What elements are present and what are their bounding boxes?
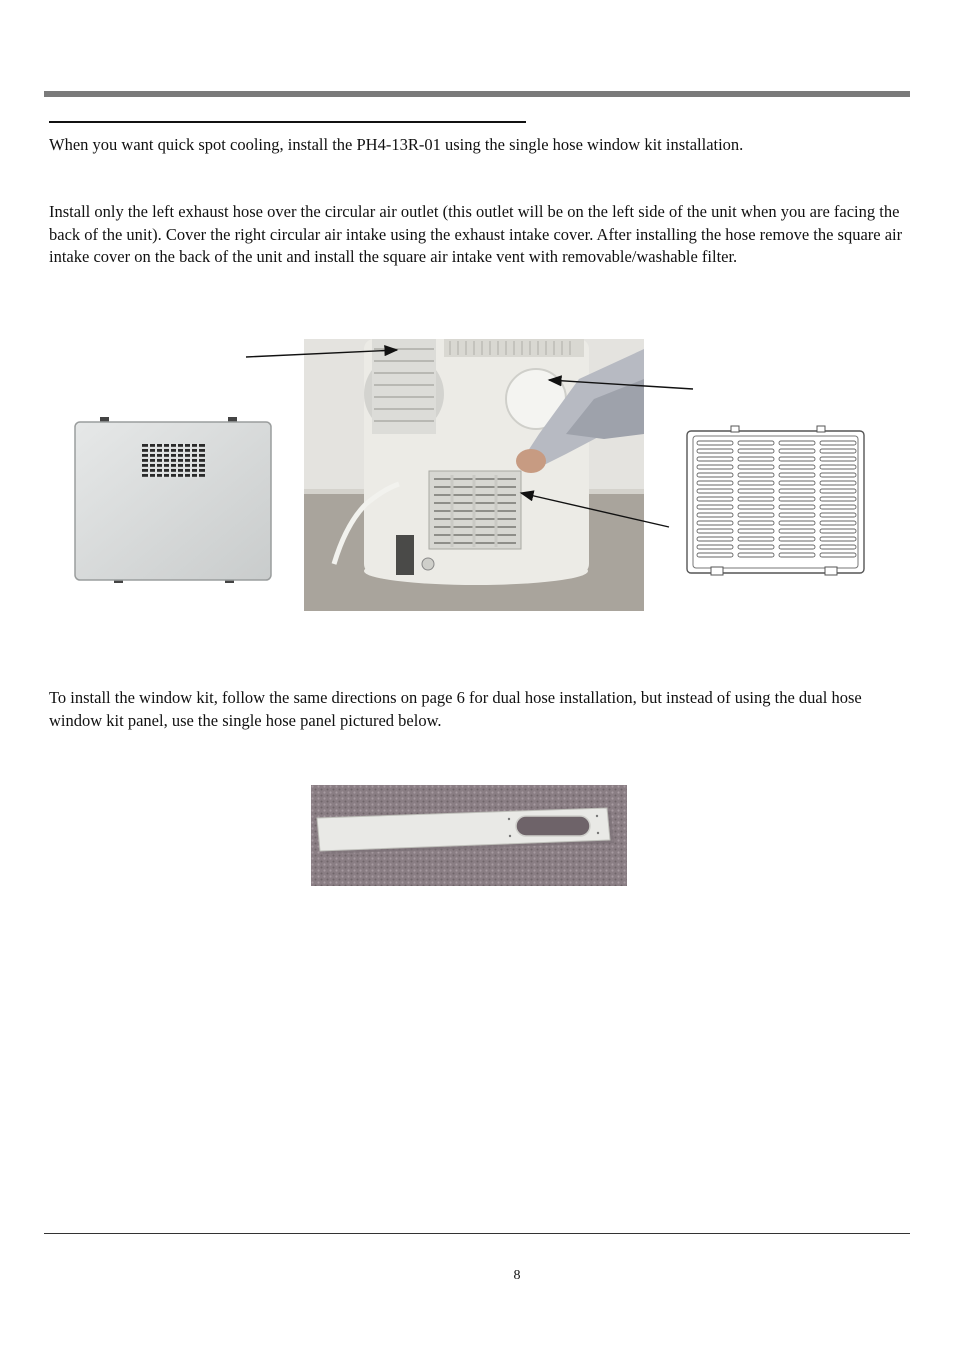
- page-number: 8: [513, 1268, 521, 1283]
- header-rule: [44, 91, 910, 97]
- square-air-intake-cover-image: [70, 413, 278, 588]
- window-kit-paragraph: To install the window kit, follow the same directions on page 6 for dual hose installation, but instead of using the dual hose window kit panel, use the single hose panel pictured below.: [49, 688, 862, 730]
- single-hose-window-panel-photo: [311, 785, 627, 886]
- intro-paragraph: When you want quick spot cooling, install the PH4-13R-01 using the single hose window kit installation.: [49, 135, 744, 154]
- square-air-intake-vent-image: [685, 425, 868, 580]
- installation-paragraph: Install only the left exhaust hose over the circular air outlet (this outlet will be on the left side of the unit when you are facing the back of the unit). Cover the right circular air intake using the exhaust intake cover. After installing the hose remove the square air intake cover on the back of the unit and install the square air intake vent with removable/washable filter.: [49, 202, 903, 266]
- footer-rule: [44, 1233, 910, 1234]
- section-heading-rule: [49, 121, 526, 123]
- unit-back-photo: [304, 339, 644, 611]
